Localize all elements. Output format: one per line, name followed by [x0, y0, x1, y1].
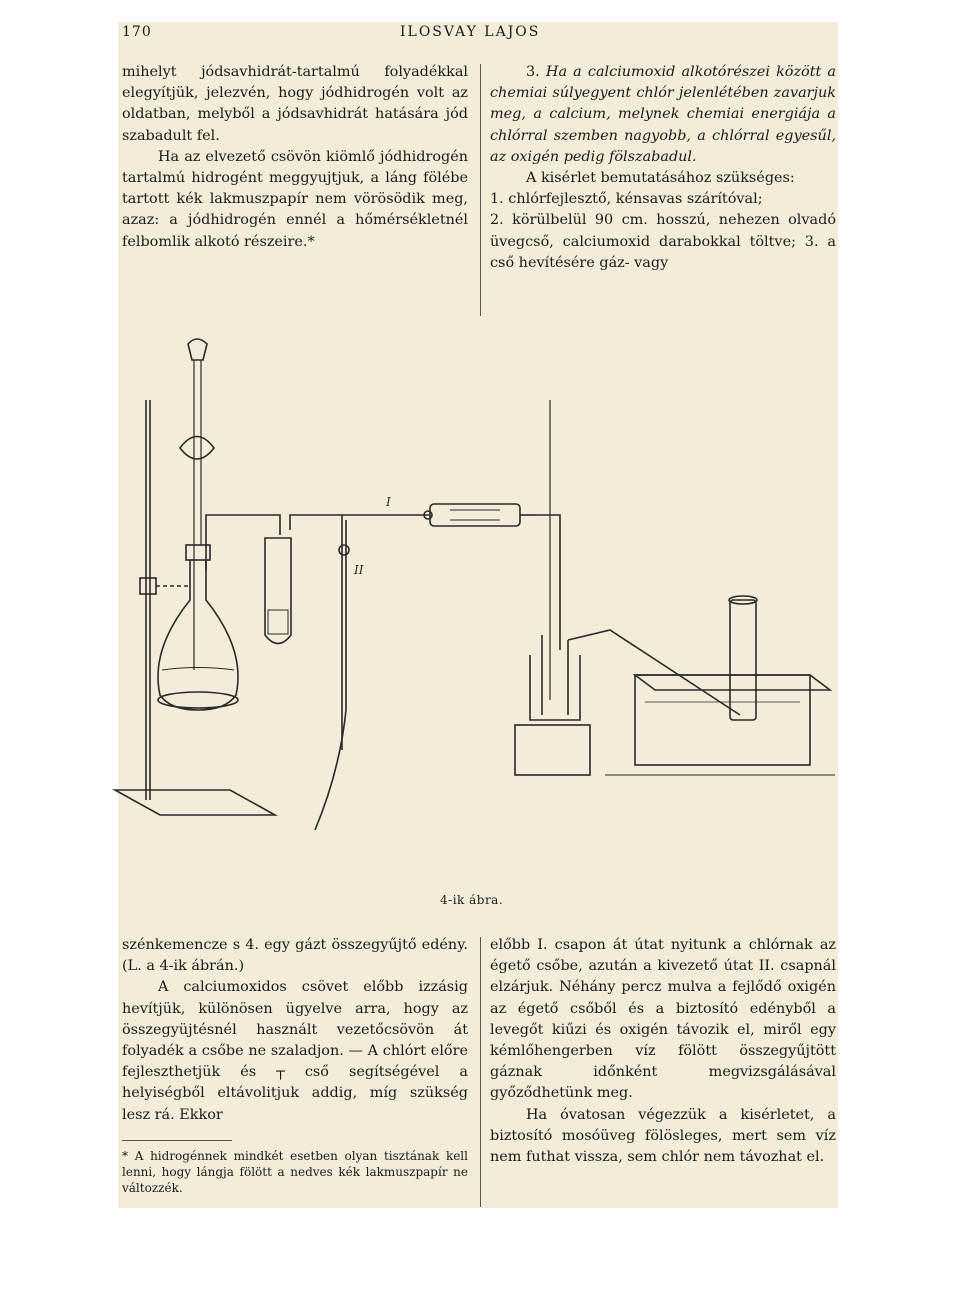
item-number: 3.: [526, 64, 540, 80]
flask: [158, 560, 238, 710]
paragraph: A kisérlet bemutatásához szükséges:: [526, 170, 795, 187]
drying-tube: [265, 538, 291, 644]
page-header: [118, 22, 838, 48]
paragraph: Ha az elvezető csövön kiömlő jódhidrogén tartalmú hidrogént meggyujtjuk, a láng fölébe tartott kék lakmuszpapír nem vörösödik meg, azaz: a jódhidrogén ennél a hőmérsékletnél felbomlik alkotó részeire.*: [122, 148, 468, 250]
paragraph: 1. chlórfejlesztő, kénsavas szárítóval;: [490, 191, 763, 208]
column-bottom-left: [122, 935, 468, 1126]
label-stopcock-II: II: [354, 563, 364, 577]
wooden-block: [515, 725, 590, 775]
footnote: * A hidrogénnek mindkét esetben olyan tisztának kell lenni, hogy lángja fölött a nedves kék lakmuszpapír ne változzék.: [122, 1149, 468, 1195]
column-top-right: [490, 62, 836, 274]
running-title: ILOSVAY LAJOS: [400, 24, 541, 40]
paragraph: 2. körülbelül 90 cm. hosszú, nehezen olvadó üvegcső, calciumoxid darabokkal töltve; 3. a cső hevítésére gáz- vagy: [490, 212, 836, 271]
italic-statement: Ha a calciumoxid alkotórészei között a chemiai súlyegyent chlór jelenlétében zavarjuk meg, a calcium, melynek chemiai energiája a chlórral szemben nagyobb, a chlórral egyesűl, az oxigén pedig fölszabadul.: [490, 64, 837, 165]
apparatus-figure: [110, 330, 845, 850]
pneumatic-trough: [635, 675, 810, 765]
column-bottom-right: [490, 935, 836, 1168]
column-divider: [480, 64, 481, 316]
label-stopcock-I: I: [386, 495, 391, 509]
combustion-tube: [430, 504, 520, 526]
page-number: 170: [122, 24, 152, 40]
down-tube: [535, 515, 560, 650]
figure-caption: 4-ik ábra.: [440, 893, 504, 907]
delivery-tube: [206, 515, 280, 570]
column-divider: [480, 937, 481, 1207]
paragraph: A calciumoxidos csövet előbb izzásig hevítjük, különösen ügyelve arra, hogy az összegyüjtésnél használt vezetőcsövön át folyadék a csőbe ne szaladjon. — A chlórt előre fejleszthetjük és ┬ cső segítségével a helyiségből eltávolitjuk addig, míg szükség lesz rá. Ekkor: [122, 979, 468, 1123]
paragraph: mihelyt jódsavhidrát-tartalmú folyadékkal elegyítjük, jelezvén, hogy jódhidrogén volt az oldatban, melyből a jódsavhidrát hatására jód szabadult fel.: [122, 64, 468, 144]
paragraph-italic: [490, 62, 836, 168]
footnote-rule: [122, 1140, 232, 1141]
paragraph: szénkemencze s 4. egy gázt összegyűjtő edény. (L. a 4-ik ábrán.): [122, 937, 468, 975]
liquid-level: [162, 668, 234, 671]
funnel-top: [188, 339, 207, 360]
safety-bulb: [180, 437, 214, 460]
connecting-tube: [290, 515, 430, 530]
ring-support: [158, 692, 238, 708]
paragraph: előbb I. csapon át útat nyitunk a chlórnak az égető csőbe, azután a kivezető útat II. csapnál elzárjuk. Néhány percz mulva a fejlődő oxigén az égető csőből és a biztosító edényből a levegőt kiűzi és oxigén távozik el, miről egy kémlőhengerben víz fölött összegyűjtött gáznak időnként megvizsgálásával győződhetünk meg.: [490, 937, 836, 1102]
sulfuric-acid: [268, 610, 288, 634]
wash-bottle: [530, 655, 580, 720]
stopcock-II: [339, 545, 349, 555]
clamp: [140, 578, 156, 594]
paragraph: Ha óvatosan végezzük a kisérletet, a biztosító mosóüveg fölösleges, mert sem víz nem futhat vissza, sem chlór nem távozhat el.: [490, 1106, 836, 1166]
column-top-left: [122, 62, 468, 253]
stand-base: [115, 790, 275, 815]
trough-top: [635, 675, 830, 690]
